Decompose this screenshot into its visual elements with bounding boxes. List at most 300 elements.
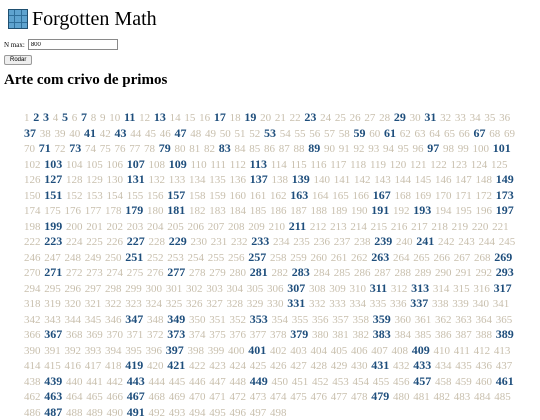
composite-number: 224 — [66, 236, 83, 248]
composite-number: 217 — [411, 220, 428, 233]
composite-number: 498 — [270, 406, 287, 419]
composite-number: 309 — [329, 282, 346, 295]
prime-number: 109 — [168, 156, 187, 171]
composite-number: 321 — [84, 298, 102, 310]
composite-number: 235 — [293, 236, 310, 248]
composite-number: 474 — [270, 391, 287, 403]
composite-number: 74 — [85, 143, 96, 155]
composite-number: 218 — [431, 220, 448, 233]
prime-number: 359 — [372, 311, 391, 326]
composite-number: 414 — [24, 360, 41, 372]
composite-number: 371 — [126, 329, 144, 341]
composite-number: 114 — [270, 158, 287, 171]
composite-number: 471 — [209, 391, 226, 403]
composite-number: 266 — [433, 251, 450, 264]
composite-number: 425 — [249, 360, 267, 372]
composite-number: 231 — [210, 236, 228, 248]
composite-number: 82 — [204, 143, 215, 155]
composite-number: 262 — [351, 251, 368, 264]
prime-number: 47 — [174, 125, 187, 140]
composite-number: 328 — [226, 298, 243, 310]
composite-number: 225 — [86, 236, 103, 248]
prime-number: 197 — [495, 203, 514, 217]
composite-number: 393 — [84, 344, 102, 357]
prime-number: 229 — [168, 234, 187, 248]
composite-number: 428 — [310, 360, 327, 372]
app-header — [8, 9, 157, 29]
composite-number: 453 — [332, 375, 349, 388]
composite-number: 129 — [86, 174, 103, 186]
composite-number: 8 — [90, 112, 97, 124]
prime-number: 433 — [413, 358, 432, 372]
prime-number: 421 — [167, 358, 186, 372]
composite-number: 495 — [209, 406, 226, 419]
composite-number: 76 — [114, 143, 126, 155]
composite-number: 259 — [290, 251, 307, 264]
composite-number: 93 — [368, 143, 380, 155]
run-button[interactable]: Rodar — [4, 55, 32, 65]
composite-number: 477 — [330, 391, 348, 403]
composite-number: 446 — [189, 375, 206, 388]
composite-number: 445 — [168, 375, 186, 388]
composite-number: 278 — [189, 267, 206, 279]
composite-number: 6 — [71, 112, 78, 124]
composite-number: 344 — [64, 313, 81, 326]
composite-number: 12 — [139, 112, 151, 124]
prime-number: 317 — [493, 280, 512, 295]
prime-number: 409 — [411, 342, 430, 357]
composite-number: 286 — [354, 267, 371, 279]
composite-number: 394 — [105, 344, 122, 357]
composite-number: 150 — [24, 189, 41, 202]
prime-number: 107 — [126, 156, 145, 171]
composite-number: 496 — [229, 406, 246, 419]
prime-number: 199 — [44, 218, 63, 233]
composite-number: 234 — [273, 236, 290, 248]
composite-number: 55 — [294, 127, 306, 140]
composite-number: 468 — [148, 391, 165, 403]
composite-number: 488 — [66, 406, 83, 419]
composite-number: 207 — [207, 220, 225, 233]
prime-number: 479 — [371, 389, 390, 403]
prime-number: 179 — [125, 203, 144, 217]
prime-number: 263 — [371, 249, 390, 264]
composite-number: 378 — [270, 329, 287, 341]
composite-number: 184 — [229, 205, 246, 217]
composite-number: 35 — [484, 112, 496, 124]
composite-number: 10 — [109, 112, 121, 124]
composite-number: 158 — [189, 189, 206, 202]
composite-number: 450 — [271, 375, 288, 388]
composite-number: 388 — [475, 329, 492, 341]
app-logo-icon — [8, 9, 28, 29]
composite-number: 339 — [452, 298, 469, 310]
composite-number: 327 — [206, 298, 223, 310]
composite-number: 363 — [455, 313, 472, 326]
composite-number: 473 — [249, 391, 267, 403]
composite-number: 350 — [189, 313, 206, 326]
prime-number: 19 — [244, 110, 257, 124]
composite-number: 102 — [24, 158, 41, 171]
composite-number: 356 — [312, 313, 329, 326]
nmax-label: N max: — [4, 40, 25, 49]
composite-number: 15 — [184, 112, 196, 124]
composite-number: 160 — [229, 189, 246, 202]
prime-number: 151 — [44, 187, 63, 202]
composite-number: 153 — [86, 189, 103, 202]
prime-number: 83 — [218, 141, 231, 155]
prime-number: 311 — [369, 280, 388, 295]
composite-number: 464 — [66, 391, 83, 403]
composite-number: 182 — [189, 205, 206, 217]
prime-number: 43 — [114, 125, 127, 140]
composite-number: 219 — [451, 220, 469, 233]
composite-number: 245 — [498, 236, 516, 248]
composite-number: 429 — [330, 360, 348, 372]
composite-number: 386 — [435, 329, 452, 341]
composite-number: 111 — [210, 158, 227, 171]
composite-number: 204 — [147, 220, 164, 233]
prime-number: 397 — [165, 342, 184, 357]
composite-number: 384 — [394, 329, 411, 341]
composite-number: 42 — [99, 127, 111, 140]
composite-number: 87 — [278, 143, 290, 155]
composite-number: 432 — [393, 360, 410, 372]
composite-number: 406 — [351, 344, 368, 357]
prime-number: 73 — [69, 141, 82, 155]
nmax-input[interactable] — [28, 39, 118, 50]
composite-number: 208 — [228, 220, 245, 233]
composite-number: 188 — [310, 205, 327, 217]
composite-number: 112 — [229, 158, 246, 171]
composite-number: 447 — [209, 375, 226, 388]
composite-number: 226 — [106, 236, 123, 248]
prime-number: 331 — [287, 296, 306, 310]
composite-number: 441 — [86, 375, 103, 388]
composite-number: 323 — [125, 298, 142, 310]
composite-number: 324 — [145, 298, 162, 310]
composite-number: 91 — [338, 143, 350, 155]
composite-number: 375 — [209, 329, 226, 341]
composite-number: 186 — [270, 205, 287, 217]
composite-number: 144 — [394, 174, 411, 186]
prime-sieve-grid — [24, 110, 524, 420]
prime-number: 233 — [251, 234, 270, 248]
prime-number: 271 — [44, 265, 63, 279]
composite-number: 403 — [290, 344, 307, 357]
composite-number: 202 — [106, 220, 123, 233]
composite-number: 50 — [219, 127, 231, 140]
composite-number: 295 — [44, 282, 61, 295]
composite-number: 170 — [435, 189, 452, 202]
composite-number: 476 — [310, 391, 327, 403]
composite-number: 155 — [126, 189, 144, 202]
composite-number: 340 — [472, 298, 489, 310]
prime-number: 227 — [126, 234, 145, 248]
composite-number: 412 — [473, 344, 491, 357]
composite-number: 64 — [429, 127, 441, 140]
composite-number: 69 — [504, 127, 515, 140]
composite-number: 147 — [455, 174, 472, 186]
composite-number: 86 — [264, 143, 275, 155]
composite-number: 216 — [390, 220, 408, 233]
composite-number: 364 — [475, 313, 492, 326]
composite-number: 209 — [248, 220, 265, 233]
composite-number: 123 — [450, 158, 468, 171]
prime-number: 241 — [416, 234, 435, 248]
composite-number: 361 — [414, 313, 432, 326]
composite-number: 122 — [430, 158, 447, 171]
prime-number: 53 — [264, 125, 276, 140]
composite-number: 247 — [44, 251, 61, 264]
composite-number: 94 — [383, 143, 394, 155]
composite-number: 341 — [492, 298, 510, 310]
composite-number: 395 — [125, 344, 142, 357]
composite-number: 65 — [444, 127, 455, 140]
prime-number: 463 — [44, 389, 63, 403]
composite-number: 121 — [410, 158, 427, 171]
composite-number: 85 — [249, 143, 261, 155]
composite-number: 482 — [433, 391, 450, 403]
prime-number: 283 — [291, 265, 310, 279]
composite-number: 365 — [495, 313, 513, 326]
composite-number: 100 — [472, 143, 489, 155]
prime-number: 449 — [249, 373, 268, 388]
composite-number: 402 — [270, 344, 287, 357]
composite-number: 178 — [105, 205, 122, 217]
composite-number: 126 — [24, 174, 41, 186]
composite-number: 90 — [324, 143, 335, 155]
composite-number: 214 — [350, 220, 367, 233]
composite-number: 51 — [234, 127, 246, 140]
composite-number: 34 — [469, 112, 481, 124]
composite-number: 380 — [312, 329, 329, 341]
composite-number: 180 — [147, 205, 164, 217]
composite-number: 459 — [455, 375, 472, 388]
composite-number: 438 — [24, 375, 41, 388]
composite-number: 171 — [455, 189, 472, 202]
prime-number: 163 — [290, 187, 309, 202]
composite-number: 66 — [458, 127, 470, 140]
composite-number: 465 — [86, 391, 103, 403]
composite-number: 4 — [52, 112, 59, 124]
prime-number: 211 — [288, 218, 307, 233]
composite-number: 194 — [435, 205, 452, 217]
composite-number: 125 — [491, 158, 508, 171]
composite-number: 106 — [106, 158, 123, 171]
composite-number: 304 — [226, 282, 243, 295]
composite-number: 448 — [229, 375, 246, 388]
composite-number: 391 — [44, 344, 61, 357]
composite-number: 290 — [435, 267, 452, 279]
composite-number: 56 — [309, 127, 321, 140]
composite-number: 36 — [499, 112, 511, 124]
composite-number: 213 — [330, 220, 347, 233]
composite-number: 96 — [412, 143, 424, 155]
prime-number: 67 — [473, 125, 486, 140]
prime-number: 139 — [291, 172, 310, 186]
prime-number: 31 — [424, 110, 437, 124]
composite-number: 237 — [333, 236, 351, 248]
composite-number: 143 — [374, 174, 391, 186]
composite-number: 314 — [432, 282, 450, 295]
composite-number: 382 — [352, 329, 369, 341]
composite-number: 115 — [290, 158, 307, 171]
composite-number: 195 — [455, 205, 472, 217]
prime-number: 367 — [44, 327, 63, 341]
composite-number: 267 — [453, 251, 471, 264]
composite-number: 168 — [394, 189, 411, 202]
composite-number: 310 — [349, 282, 366, 295]
prime-number: 281 — [249, 265, 268, 279]
composite-number: 261 — [330, 251, 348, 264]
composite-number: 99 — [457, 143, 469, 155]
composite-number: 292 — [475, 267, 492, 279]
composite-number: 284 — [313, 267, 330, 279]
composite-number: 334 — [349, 298, 366, 310]
composite-number: 370 — [106, 329, 123, 341]
composite-number: 493 — [168, 406, 186, 419]
composite-number: 480 — [393, 391, 410, 403]
composite-number: 258 — [270, 251, 287, 264]
composite-number: 21 — [274, 112, 286, 124]
composite-number: 25 — [334, 112, 346, 124]
composite-number: 141 — [333, 174, 351, 186]
composite-number: 119 — [369, 158, 387, 171]
composite-number: 456 — [393, 375, 410, 388]
composite-number: 298 — [105, 282, 122, 295]
composite-number: 399 — [207, 344, 225, 357]
composite-number: 95 — [397, 143, 409, 155]
composite-number: 440 — [66, 375, 83, 388]
prime-number: 379 — [290, 327, 309, 341]
composite-number: 201 — [86, 220, 103, 233]
prime-number: 157 — [167, 187, 186, 202]
composite-number: 210 — [268, 220, 285, 233]
composite-number: 455 — [372, 375, 390, 388]
app-title: Forgotten Math — [32, 8, 157, 30]
composite-number: 287 — [374, 267, 391, 279]
composite-number: 152 — [66, 189, 83, 202]
composite-number: 315 — [453, 282, 470, 295]
composite-number: 320 — [64, 298, 81, 310]
composite-number: 146 — [435, 174, 452, 186]
composite-number: 246 — [24, 251, 41, 264]
composite-number: 332 — [309, 298, 326, 310]
composite-number: 372 — [147, 329, 164, 341]
composite-number: 444 — [148, 375, 165, 388]
composite-number: 302 — [186, 282, 203, 295]
prime-number: 347 — [125, 311, 144, 326]
composite-number: 494 — [189, 406, 206, 419]
composite-number: 196 — [475, 205, 492, 217]
prime-number: 461 — [495, 373, 514, 388]
prime-number: 431 — [371, 358, 390, 372]
composite-number: 14 — [169, 112, 181, 124]
composite-number: 497 — [249, 406, 267, 419]
composite-number: 351 — [209, 313, 226, 326]
composite-number: 275 — [126, 267, 144, 279]
composite-number: 264 — [393, 251, 410, 264]
composite-number: 70 — [24, 143, 35, 155]
composite-number: 52 — [249, 127, 261, 140]
prime-number: 337 — [410, 296, 429, 310]
composite-number: 221 — [492, 220, 509, 233]
composite-number: 416 — [64, 360, 81, 372]
composite-number: 376 — [229, 329, 246, 341]
prime-number: 113 — [249, 156, 267, 171]
prime-number: 419 — [125, 358, 144, 372]
composite-number: 250 — [105, 251, 122, 264]
prime-number: 307 — [287, 280, 306, 295]
composite-number: 396 — [145, 344, 162, 357]
composite-number: 336 — [390, 298, 407, 310]
composite-number: 338 — [432, 298, 449, 310]
prime-number: 3 — [43, 110, 49, 124]
composite-number: 274 — [106, 267, 123, 279]
composite-number: 138 — [271, 174, 288, 186]
composite-number: 427 — [290, 360, 307, 372]
composite-number: 366 — [24, 329, 41, 341]
composite-number: 58 — [338, 127, 350, 140]
composite-number: 40 — [69, 127, 81, 140]
composite-number: 451 — [291, 375, 309, 388]
prime-number: 487 — [44, 404, 63, 419]
prime-number: 223 — [44, 234, 63, 248]
composite-number: 130 — [106, 174, 123, 186]
composite-number: 387 — [455, 329, 472, 341]
composite-number: 385 — [414, 329, 432, 341]
composite-number: 435 — [455, 360, 472, 372]
composite-number: 128 — [66, 174, 83, 186]
composite-number: 81 — [189, 143, 201, 155]
prime-number: 467 — [126, 389, 145, 403]
composite-number: 430 — [351, 360, 368, 372]
prime-number: 173 — [495, 187, 514, 202]
prime-number: 127 — [44, 172, 63, 186]
composite-number: 248 — [64, 251, 81, 264]
composite-number: 458 — [435, 375, 452, 388]
prime-number: 383 — [372, 327, 391, 341]
composite-number: 39 — [54, 127, 66, 140]
prime-number: 131 — [126, 172, 145, 186]
composite-number: 265 — [413, 251, 430, 264]
composite-number: 299 — [125, 282, 142, 295]
composite-number: 63 — [414, 127, 426, 140]
composite-number: 222 — [24, 236, 41, 248]
composite-number: 136 — [229, 174, 246, 186]
composite-number: 243 — [458, 236, 475, 248]
composite-number: 116 — [310, 158, 327, 171]
prime-number: 349 — [167, 311, 186, 326]
prime-number: 103 — [44, 156, 63, 171]
composite-number: 422 — [189, 360, 206, 372]
prime-number: 61 — [384, 125, 396, 140]
prime-number: 137 — [249, 172, 268, 186]
composite-number: 316 — [473, 282, 490, 295]
composite-number: 212 — [309, 220, 327, 233]
composite-number: 145 — [414, 174, 432, 186]
composite-number: 22 — [289, 112, 301, 124]
composite-number: 142 — [354, 174, 371, 186]
composite-number: 206 — [187, 220, 204, 233]
prime-number: 23 — [304, 110, 317, 124]
composite-number: 268 — [474, 251, 491, 264]
composite-number: 374 — [189, 329, 206, 341]
composite-number: 252 — [147, 251, 164, 264]
composite-number: 303 — [206, 282, 223, 295]
composite-number: 134 — [189, 174, 206, 186]
